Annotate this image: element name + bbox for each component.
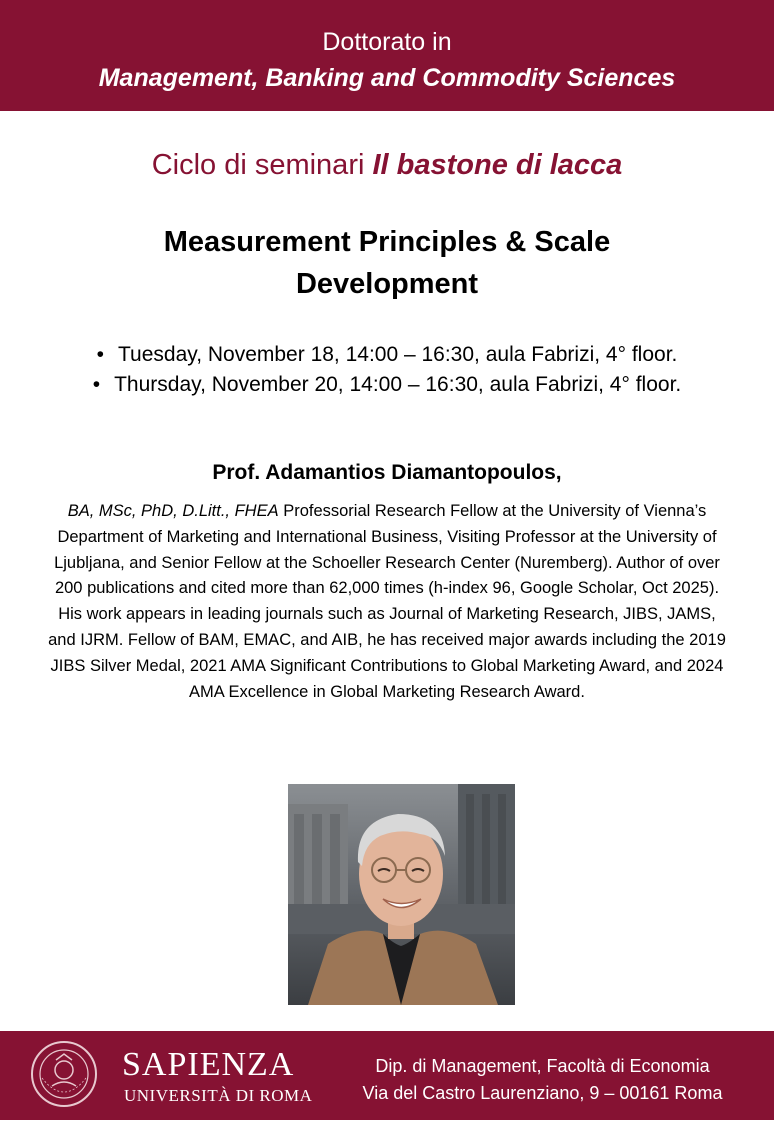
university-seal-icon [30,1040,98,1108]
speaker-credentials: BA, MSc, PhD, D.Litt., FHEA [67,502,279,520]
seminar-title: Measurement Principles & Scale Development [163,226,611,300]
series-name: Il bastone di lacca [372,149,623,181]
speaker-bio [45,499,729,705]
program-name: Management, Banking and Commodity Sciences [98,64,676,92]
address-line-1: Dip. di Management, Facoltà di Economia [375,1056,710,1076]
speaker-name: Prof. Adamantios Diamantopoulos, [212,461,562,484]
address-line-2: Via del Castro Laurenziano, 9 – 00161 Roma [362,1083,723,1103]
session-text: Tuesday, November 18, 14:00 – 16:30, aula Fabrizi, 4° floor. [117,343,678,366]
speaker-portrait-icon [288,784,515,1005]
session-item [87,370,687,400]
page-bottom-margin [0,1120,774,1127]
session-list [0,340,774,400]
seminar-series [0,146,774,184]
session-item [0,340,774,370]
speaker-bio-text: Professorial Research Fellow at the University of Vienna’s Department of Marketing and International Business, Visiting Professor at the University of Ljubljana, and Senior Fellow at the Schoeller Research Center (Nuremberg). Author of over 200 publications and cited more than 62,000 times (h-index 96, Google Scholar, Oct 2025). His work appears in leading journals such as Journal of Marketing Research, JIBS, JAMS, and IJRM. Fellow of BAM, EMAC, and AIB, he has received major awards including the 2019 JIBS Silver Medal, 2021 AMA Significant Contributions to Global Marketing Award, and 2024 AMA Excellence in Global Marketing Research Award. [48,502,726,701]
bullet-icon: • [92,373,101,396]
department-address [340,1053,745,1107]
header-banner [0,0,774,111]
university-logo-name: SAPIENZA [122,1046,295,1083]
session-text: Thursday, November 20, 14:00 – 16:30, aula Fabrizi, 4° floor. [114,373,682,396]
series-prefix: Ciclo di seminari [151,149,365,181]
footer-banner [0,1031,774,1120]
university-logo-subtitle: UNIVERSITÀ DI ROMA [124,1086,313,1105]
bullet-icon: • [96,343,104,366]
program-label: Dottorato in [322,28,452,56]
